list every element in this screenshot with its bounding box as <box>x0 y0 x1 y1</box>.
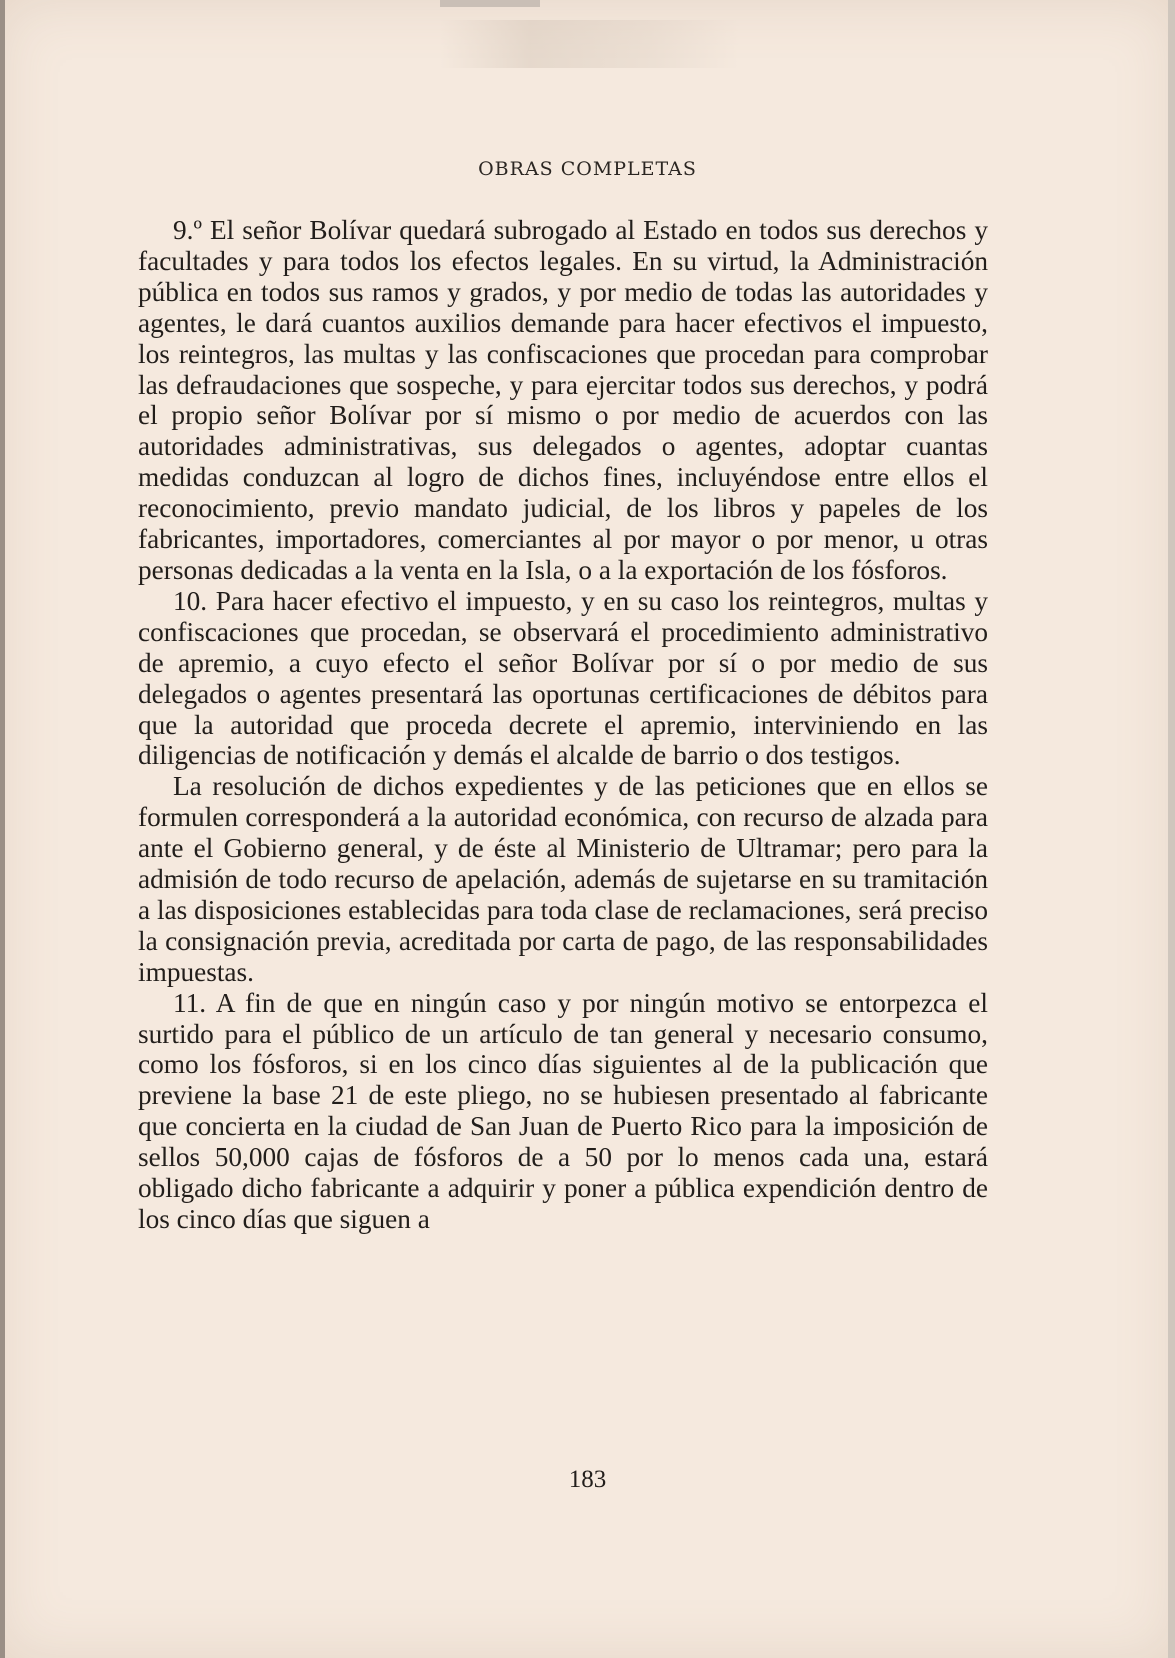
running-head: OBRAS COMPLETAS <box>478 158 697 180</box>
paragraph-article-10-resolution: La resolución de dichos expedientes y de las peticiones que en ellos se formulen corresponderá a la autoridad económica, con recurso de alzada para ante el Gobierno general, y de éste al Ministerio de Ultramar; pero para la admisión de todo recurso de apelación, además de sujetarse en su tramitación a las disposiciones establecidas para toda clase de reclamaciones, será preciso la consignación previa, acreditada por carta de pago, de las responsabilidades impuestas. <box>138 771 988 987</box>
page-number: 183 <box>568 1466 607 1493</box>
body-text <box>138 215 988 1235</box>
paragraph-article-10: 10. Para hacer efectivo el impuesto, y en su caso los reintegros, multas y confiscaciones que procedan, se observará el procedimiento administrativo de apremio, a cuyo efecto el señor Bolívar por sí o por medio de sus delegados o agentes presentará las oportunas certificaciones de débitos para que la autoridad que proceda decrete el apremio, interviniendo en las diligencias de notificación y demás el alcalde de barrio o dos testigos. <box>138 585 988 771</box>
paragraph-article-9: 9.º El señor Bolívar quedará subrogado al Estado en todos sus derechos y facultades y para todos los efectos legales. En su virtud, la Administración pública en todos sus ramos y grados, y por medio de todas las autoridades y agentes, le dará cuantos auxilios demande para hacer efectivos el impuesto, los reintegros, las multas y las confiscaciones que procedan para comprobar las defraudaciones que sospeche, y para ejercitar todos sus derechos, y podrá el propio señor Bolívar por sí mismo o por medio de acuerdos con las autoridades administrativas, sus delegados o agentes, adoptar cuantas medidas conduzcan al logro de dichos fines, incluyéndose entre ellos el reconocimiento, previo mandato judicial, de los libros y papeles de los fabricantes, importadores, comerciantes al por mayor o por menor, u otras personas dedicadas a la venta en la Isla, o a la exportación de los fósforos. <box>138 215 988 585</box>
page-left-edge <box>0 0 5 1658</box>
paragraph-article-11: 11. A fin de que en ningún caso y por ningún motivo se entorpezca el surtido para el público de un artículo de tan general y necesario consumo, como los fósforos, si en los cinco días siguientes al de la publicación que previene la base 21 de este pliego, no se hubiesen presentado al fabricante que concierta en la ciudad de San Juan de Puerto Rico para la imposición de sellos 50,000 cajas de fósforos de a 50 por lo menos cada una, estará obligado dicho fabricante a adquirir y poner a pública expendición dentro de los cinco días que siguen a <box>138 987 988 1234</box>
page-right-edge <box>1168 0 1175 1658</box>
page-top-notch <box>440 0 540 7</box>
show-through-mark <box>440 20 740 68</box>
